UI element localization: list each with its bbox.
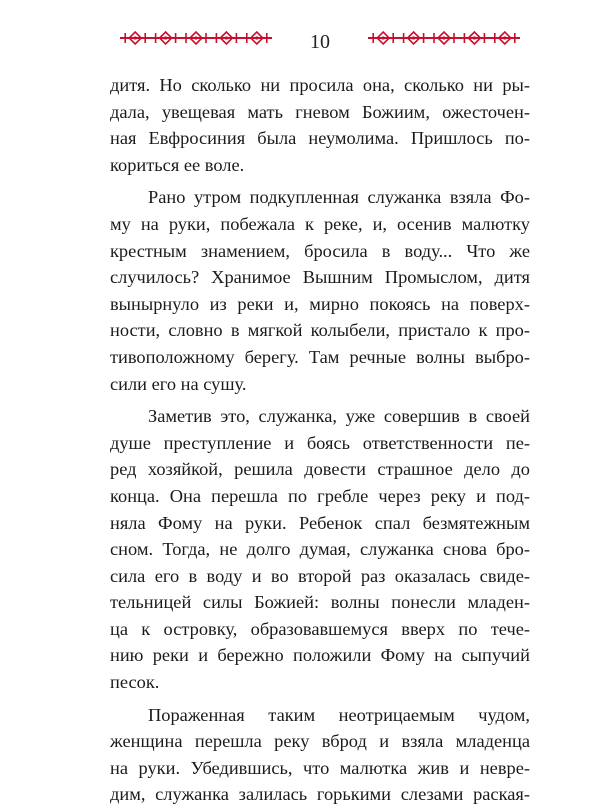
text-line: дим, служанка залилась горькими слезами раская- — [110, 784, 530, 805]
text-line: ности, словно в мягкой колыбели, пристало к про- — [110, 320, 530, 341]
text-line: сном. Тогда, не долго думая, служанка снова бро- — [110, 539, 530, 560]
text-line: вынырнуло из реки и, мирно покоясь на поверх- — [110, 293, 530, 314]
text-line: сили его на сушу. — [110, 373, 247, 394]
text-line: на руки. Убедившись, что малютка жив и невре- — [110, 757, 530, 778]
text-line: крестным знамением, бросила в воду... Что же — [110, 240, 530, 261]
text-line: ца к островку, образовавшемуся вверх по тече- — [110, 618, 530, 639]
text-line: Заметив это, служанка, уже совершив в своей — [148, 406, 530, 427]
text-line: нию реки и бережно положили Фому на сыпучий — [110, 645, 530, 666]
page-number: 10 — [310, 31, 330, 53]
text-line: ред хозяйкой, решила довести страшное дело до — [110, 459, 530, 480]
text-line: дитя. Но сколько ни просила она, сколько ни ры- — [110, 75, 530, 95]
text-line: женщина перешла реку вброд и взяла младенца — [110, 731, 530, 752]
body-text — [110, 72, 530, 808]
ornament-left-icon — [118, 28, 274, 48]
text-line: сила его в воду и во второй раз оказалась свиде- — [110, 565, 530, 586]
text-line: случилось? Хранимое Вышним Промыслом, дитя — [110, 267, 530, 288]
ornament-right-icon — [366, 28, 522, 48]
text-line: душе преступление и боясь ответственности пе- — [110, 432, 530, 453]
text-line: тельницей силы Божией: волны понесли младен- — [110, 592, 530, 613]
text-line: песок. — [110, 672, 160, 693]
text-line: няла Фому на руки. Ребенок спал безмятежным — [110, 512, 530, 533]
text-line: му на руки, побежала к реке, и, осенив малютку — [110, 213, 530, 234]
text-line: конца. Она перешла по гребле через реку и под- — [110, 485, 530, 506]
text-line: кориться ее воле. — [110, 154, 245, 175]
paragraph-2 — [110, 184, 530, 397]
text-line: ная Евфросиния была неумолима. Пришлось по- — [110, 128, 530, 149]
text-line: Рано утром подкупленная служанка взяла Фо- — [148, 187, 530, 208]
paragraph-1 — [110, 72, 530, 178]
text-line: тивоположному берегу. Там речные волны выбро- — [110, 346, 530, 367]
paragraph-3 — [110, 403, 530, 696]
paragraph-4 — [110, 702, 530, 808]
text-line: дала, увещевая мать гневом Божиим, ожесточен- — [110, 101, 530, 122]
text-line: Пораженная таким неотрицаемым чудом, — [148, 704, 530, 725]
page-header — [0, 22, 600, 62]
